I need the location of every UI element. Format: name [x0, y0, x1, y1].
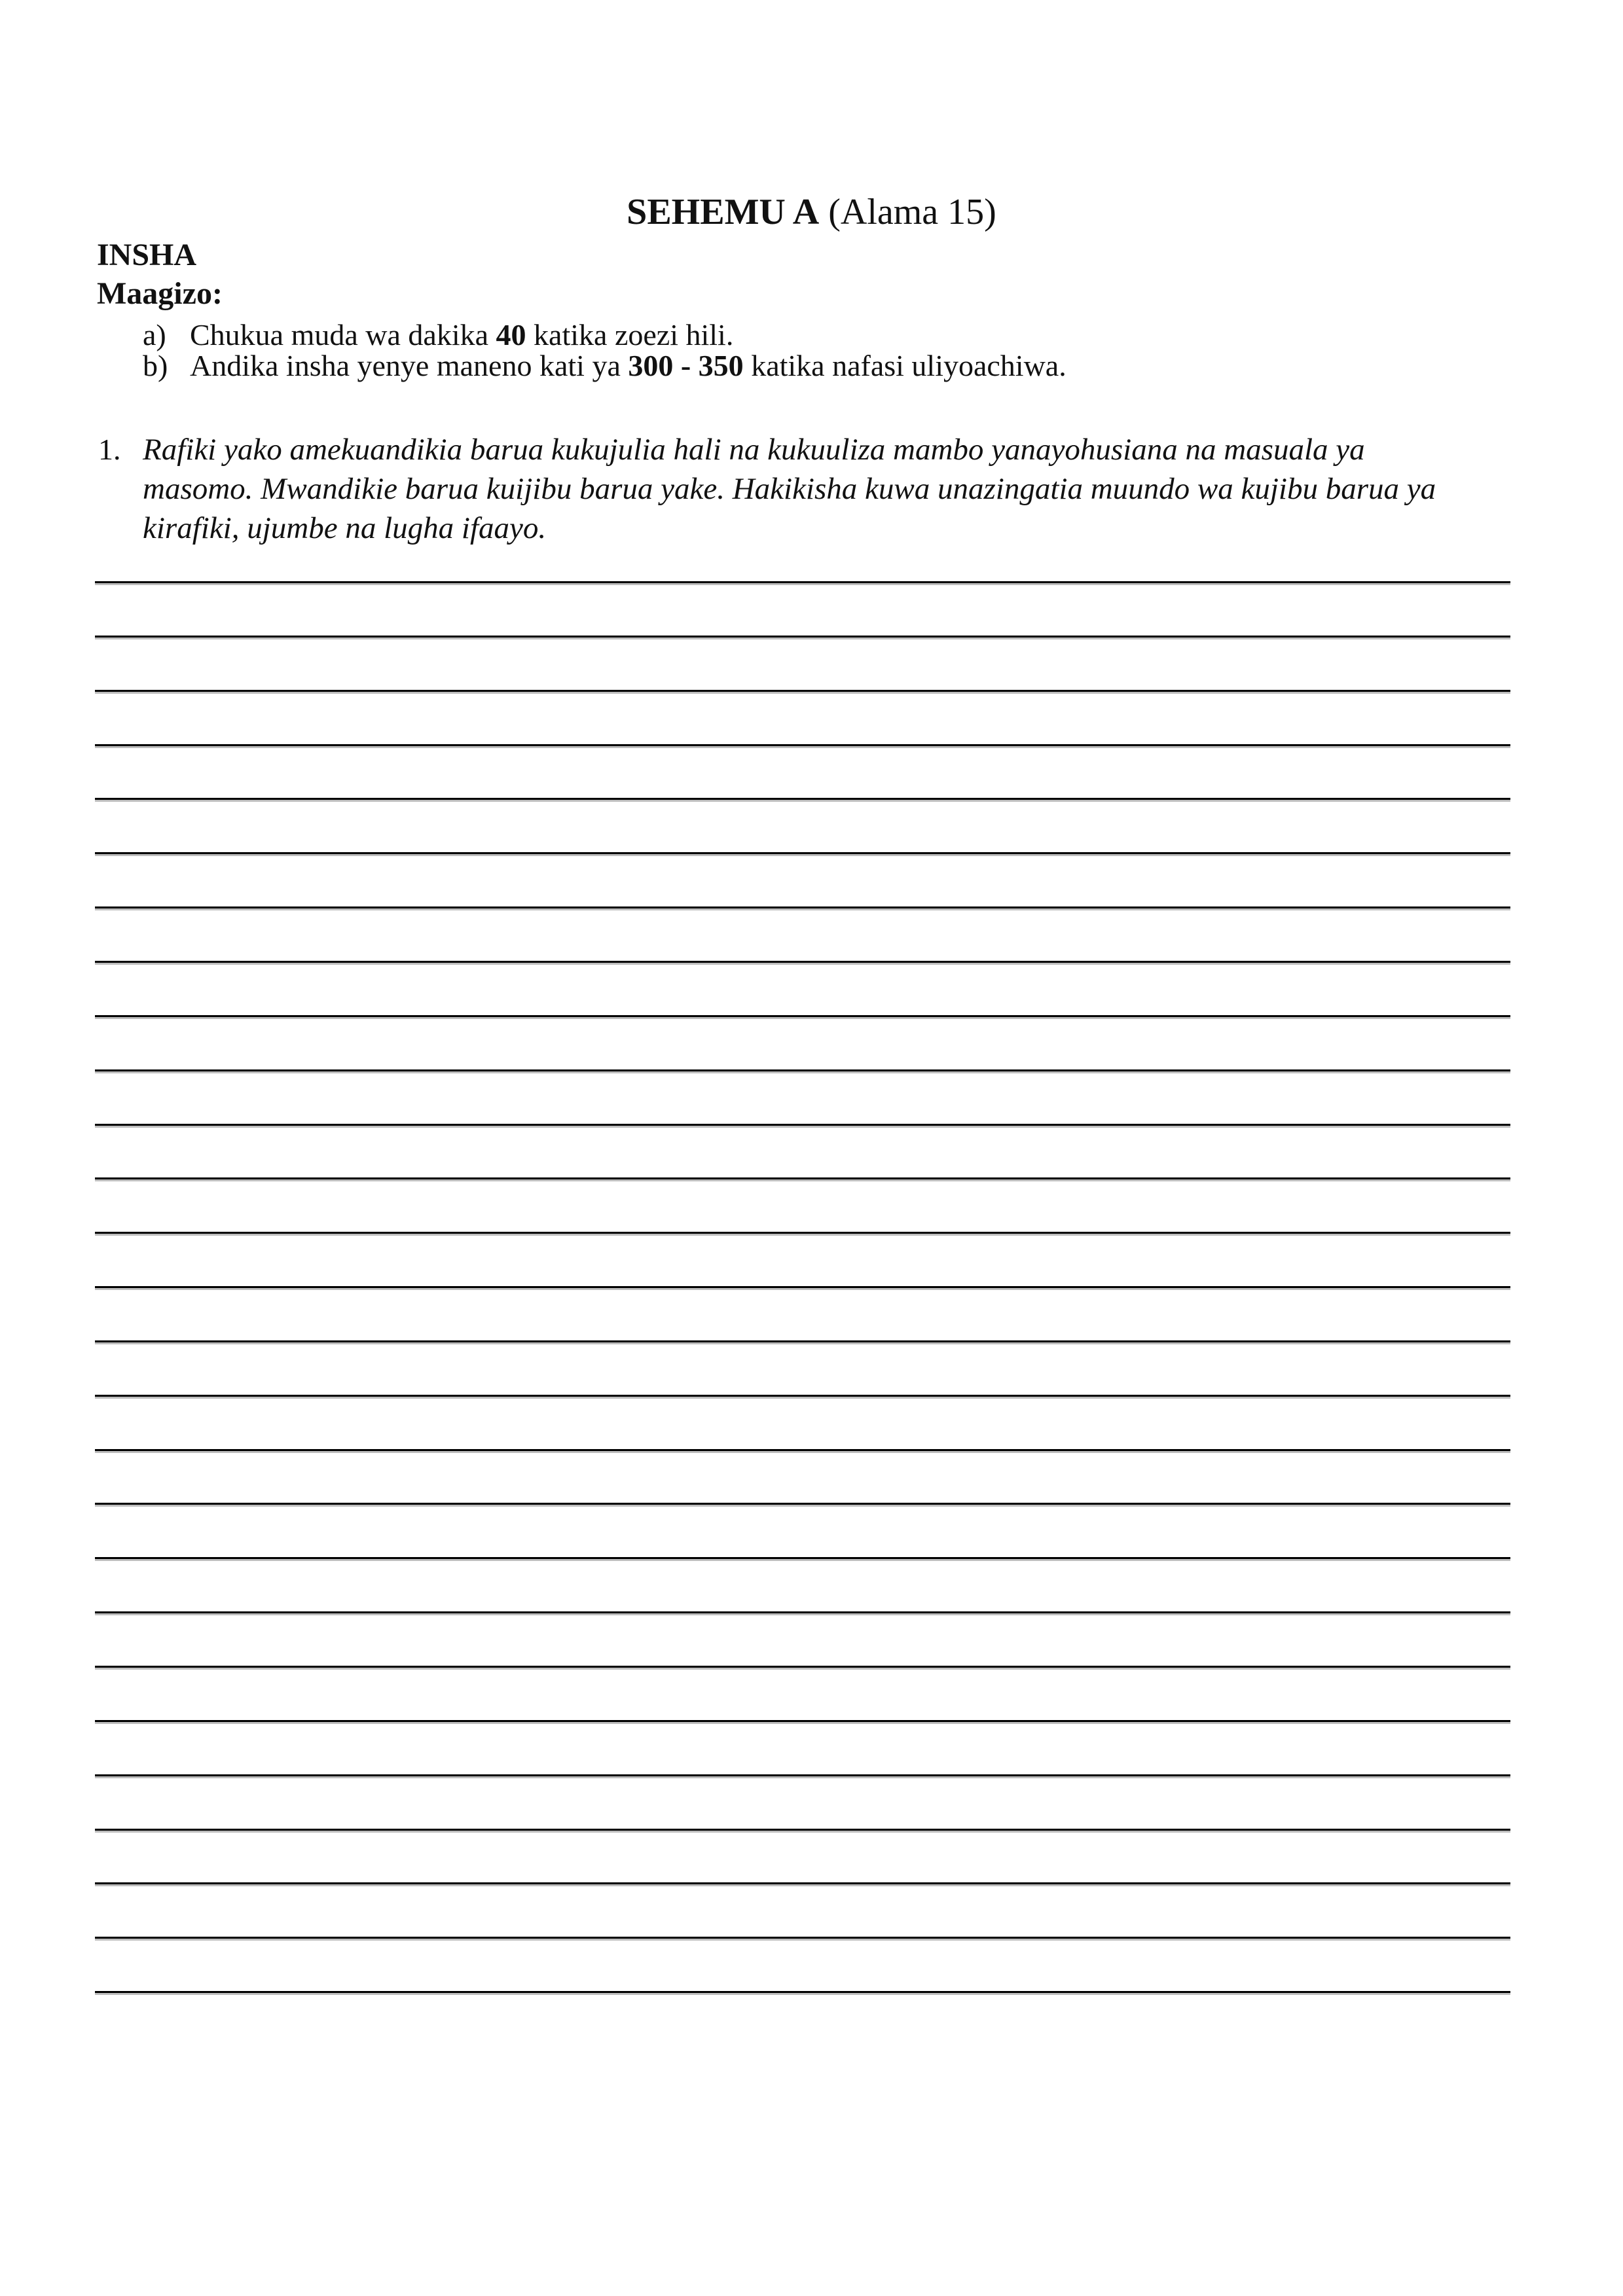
instruction-item [190, 348, 1067, 384]
answer-line [95, 798, 1510, 802]
section-title [0, 191, 1623, 233]
question-number: 1. [98, 433, 121, 466]
answer-line [95, 906, 1510, 910]
answer-line [95, 1449, 1510, 1453]
answer-line [95, 1232, 1510, 1236]
answer-line [95, 636, 1510, 639]
answer-line [95, 1015, 1510, 1019]
instruction-text: Andika insha yenye maneno kati ya [190, 349, 629, 382]
answer-line [95, 1720, 1510, 1724]
question-line: kirafiki, ujumbe na lugha ifaayo. [143, 511, 547, 545]
answer-line [95, 581, 1510, 585]
question-prompt [143, 430, 1518, 548]
section-title-marks: (Alama 15) [819, 192, 996, 232]
instructions-heading: Maagizo: [97, 276, 223, 311]
answer-line [95, 1124, 1510, 1128]
instruction-emphasis: 300 - 350 [628, 349, 744, 382]
instruction-text: Chukua muda wa dakika [190, 318, 496, 351]
answer-line [95, 1937, 1510, 1941]
topic-heading: INSHA [97, 238, 197, 272]
instruction-text: katika nafasi uliyoachiwa. [743, 349, 1067, 382]
answer-line [95, 1882, 1510, 1886]
answer-line [95, 1666, 1510, 1670]
answer-line [95, 744, 1510, 748]
answer-line [95, 852, 1510, 856]
answer-line [95, 1829, 1510, 1833]
answer-line [95, 1991, 1510, 1995]
answer-line [95, 1069, 1510, 1073]
answer-line [95, 1503, 1510, 1507]
answer-line [95, 690, 1510, 694]
instruction-marker: b) [143, 349, 168, 382]
answer-line [95, 1286, 1510, 1290]
answer-line [95, 1177, 1510, 1181]
question-line: Rafiki yako amekuandikia barua kukujulia hali na kukuuliza mambo yanayohusiana na masuala ya [143, 433, 1365, 467]
section-title-bold: SEHEMU A [627, 192, 820, 232]
answer-line [95, 1340, 1510, 1344]
question-line: masomo. Mwandikie barua kuijibu barua yake. Hakikisha kuwa unazingatia muundo wa kujibu barua ya [143, 472, 1436, 506]
instruction-marker: a) [143, 318, 166, 351]
answer-line [95, 1611, 1510, 1615]
answer-line [95, 1557, 1510, 1561]
instruction-emphasis: 40 [496, 318, 526, 351]
answer-line [95, 1395, 1510, 1399]
instruction-text: katika zoezi hili. [526, 318, 734, 351]
answer-line [95, 1774, 1510, 1778]
answer-line [95, 961, 1510, 965]
